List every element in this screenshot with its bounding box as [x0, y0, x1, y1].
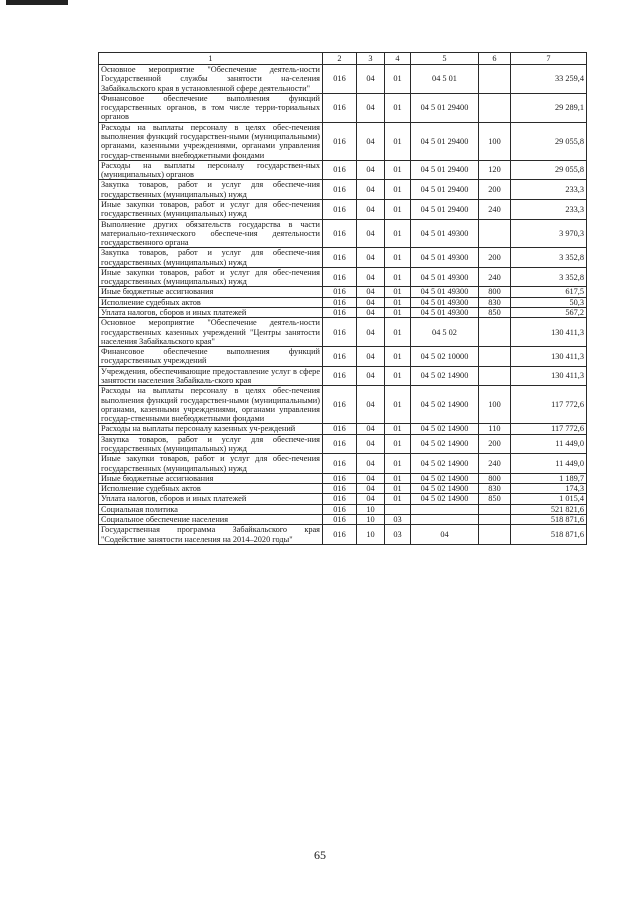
ministry-code-cell: 016	[323, 180, 357, 200]
expense-name-cell: Расходы на выплаты персоналу казенных уч-реждений	[99, 424, 323, 434]
amount-cell: 130 411,3	[511, 366, 587, 386]
subsection-code-cell: 01	[385, 473, 411, 483]
expense-type-cell: 800	[479, 287, 511, 297]
table-row	[99, 308, 587, 318]
target-article-cell	[411, 514, 479, 524]
section-code-cell: 04	[357, 219, 385, 248]
expense-name-cell: Государственная программа Забайкальского края "Содействие занятости населения на 2014–2020 годы"	[99, 525, 323, 545]
expense-type-cell: 240	[479, 199, 511, 219]
col-header-2: 2	[323, 53, 357, 65]
target-article-cell: 04 5 02 14900	[411, 386, 479, 424]
target-article-cell: 04 5 02 14900	[411, 484, 479, 494]
expense-name-cell: Расходы на выплаты персоналу государствен-ных (муниципальных) органов	[99, 160, 323, 180]
expense-type-cell	[479, 504, 511, 514]
expense-name-cell: Иные закупки товаров, работ и услуг для обес-печения государственных (муниципальных) нужд	[99, 454, 323, 474]
expense-type-cell: 200	[479, 248, 511, 268]
table-row	[99, 160, 587, 180]
subsection-code-cell: 01	[385, 308, 411, 318]
amount-cell: 130 411,3	[511, 347, 587, 367]
amount-cell: 29 055,8	[511, 122, 587, 160]
table-row	[99, 473, 587, 483]
expense-type-cell: 850	[479, 494, 511, 504]
table-row	[99, 454, 587, 474]
section-code-cell: 04	[357, 366, 385, 386]
subsection-code-cell: 01	[385, 494, 411, 504]
subsection-code-cell: 01	[385, 160, 411, 180]
ministry-code-cell: 016	[323, 248, 357, 268]
expense-name-cell: Закупка товаров, работ и услуг для обеспече-ния государственных (муниципальных) нужд	[99, 434, 323, 454]
section-code-cell: 04	[357, 65, 385, 94]
table-row	[99, 434, 587, 454]
target-article-cell: 04 5 02 14900	[411, 494, 479, 504]
table-row	[99, 219, 587, 248]
expense-name-cell: Основное мероприятие "Обеспечение деятель-ности Государственной службы занятости на-селения Забайкальского края в установленной сфере деятельности"	[99, 65, 323, 94]
amount-cell: 567,2	[511, 308, 587, 318]
expense-name-cell: Расходы на выплаты персоналу в целях обес-печения выполнения функций государствен-ными (муниципальными) органами, казенными учреждениями, органами управления государ-ственными внебюджетными фондами	[99, 122, 323, 160]
target-article-cell: 04 5 01	[411, 65, 479, 94]
section-code-cell: 04	[357, 347, 385, 367]
subsection-code-cell: 01	[385, 297, 411, 307]
target-article-cell: 04 5 01 49300	[411, 267, 479, 287]
table-row	[99, 347, 587, 367]
header-row	[99, 53, 587, 65]
ministry-code-cell: 016	[323, 219, 357, 248]
section-code-cell: 10	[357, 514, 385, 524]
amount-cell: 50,3	[511, 297, 587, 307]
table-row	[99, 494, 587, 504]
table-row	[99, 504, 587, 514]
col-header-7: 7	[511, 53, 587, 65]
section-code-cell: 04	[357, 248, 385, 268]
ministry-code-cell: 016	[323, 514, 357, 524]
amount-cell: 1 015,4	[511, 494, 587, 504]
scan-edge-mark	[6, 0, 68, 5]
expense-name-cell: Расходы на выплаты персоналу в целях обес-печения выполнения функций государствен-ными (муниципальными) органами, казенными учреждениями, органами управления государ-ственными внебюджетными фондами	[99, 386, 323, 424]
amount-cell: 518 871,6	[511, 525, 587, 545]
subsection-code-cell: 01	[385, 219, 411, 248]
subsection-code-cell: 01	[385, 386, 411, 424]
amount-cell: 11 449,0	[511, 434, 587, 454]
expense-name-cell: Исполнение судебных актов	[99, 484, 323, 494]
subsection-code-cell: 01	[385, 484, 411, 494]
amount-cell: 11 449,0	[511, 454, 587, 474]
expense-type-cell: 800	[479, 473, 511, 483]
section-code-cell: 04	[357, 122, 385, 160]
page-number: 65	[314, 848, 326, 862]
amount-cell: 174,3	[511, 484, 587, 494]
amount-cell: 1 189,7	[511, 473, 587, 483]
ministry-code-cell: 016	[323, 434, 357, 454]
amount-cell: 233,3	[511, 180, 587, 200]
budget-table	[98, 52, 587, 545]
expense-name-cell: Учреждения, обеспечивающие предоставление услуг в сфере занятости населения Забайкаль-ского края	[99, 366, 323, 386]
expense-type-cell: 240	[479, 454, 511, 474]
section-code-cell: 04	[357, 297, 385, 307]
ministry-code-cell: 016	[323, 318, 357, 347]
section-code-cell: 04	[357, 160, 385, 180]
target-article-cell: 04 5 01 29400	[411, 180, 479, 200]
ministry-code-cell: 016	[323, 366, 357, 386]
amount-cell: 29 055,8	[511, 160, 587, 180]
expense-name-cell: Социальное обеспечение населения	[99, 514, 323, 524]
target-article-cell: 04 5 01 49300	[411, 248, 479, 268]
ministry-code-cell: 016	[323, 454, 357, 474]
subsection-code-cell: 03	[385, 514, 411, 524]
target-article-cell: 04 5 01 29400	[411, 93, 479, 122]
expense-type-cell: 200	[479, 434, 511, 454]
ministry-code-cell: 016	[323, 386, 357, 424]
target-article-cell: 04 5 01 29400	[411, 122, 479, 160]
col-header-1: 1	[99, 53, 323, 65]
target-article-cell: 04 5 01 29400	[411, 199, 479, 219]
ministry-code-cell: 016	[323, 473, 357, 483]
expense-type-cell: 100	[479, 386, 511, 424]
expense-type-cell	[479, 318, 511, 347]
subsection-code-cell: 01	[385, 199, 411, 219]
ministry-code-cell: 016	[323, 308, 357, 318]
table-row	[99, 318, 587, 347]
table-body	[99, 65, 587, 545]
subsection-code-cell: 01	[385, 287, 411, 297]
ministry-code-cell: 016	[323, 484, 357, 494]
expense-type-cell: 200	[479, 180, 511, 200]
target-article-cell: 04 5 01 49300	[411, 219, 479, 248]
subsection-code-cell: 03	[385, 525, 411, 545]
target-article-cell: 04 5 01 49300	[411, 297, 479, 307]
target-article-cell: 04 5 02 14900	[411, 454, 479, 474]
section-code-cell: 04	[357, 454, 385, 474]
target-article-cell: 04 5 02 14900	[411, 473, 479, 483]
section-code-cell: 04	[357, 484, 385, 494]
expense-type-cell: 850	[479, 308, 511, 318]
table-row	[99, 366, 587, 386]
target-article-cell: 04 5 01 49300	[411, 308, 479, 318]
col-header-5: 5	[411, 53, 479, 65]
expense-name-cell: Иные бюджетные ассигнования	[99, 473, 323, 483]
expense-type-cell: 830	[479, 297, 511, 307]
amount-cell: 617,5	[511, 287, 587, 297]
subsection-code-cell: 01	[385, 122, 411, 160]
subsection-code-cell: 01	[385, 434, 411, 454]
expense-type-cell: 100	[479, 122, 511, 160]
section-code-cell: 04	[357, 199, 385, 219]
expense-type-cell	[479, 219, 511, 248]
expense-type-cell	[479, 366, 511, 386]
expense-name-cell: Финансовое обеспечение выполнения функций государственных учреждений	[99, 347, 323, 367]
expense-name-cell: Иные бюджетные ассигнования	[99, 287, 323, 297]
col-header-6: 6	[479, 53, 511, 65]
expense-type-cell: 110	[479, 424, 511, 434]
expense-type-cell	[479, 93, 511, 122]
amount-cell: 130 411,3	[511, 318, 587, 347]
section-code-cell: 04	[357, 434, 385, 454]
section-code-cell: 10	[357, 504, 385, 514]
ministry-code-cell: 016	[323, 424, 357, 434]
amount-cell: 29 289,1	[511, 93, 587, 122]
col-header-3: 3	[357, 53, 385, 65]
expense-name-cell: Закупка товаров, работ и услуг для обеспече-ния государственных (муниципальных) нужд	[99, 248, 323, 268]
budget-table-container	[98, 52, 586, 545]
expense-name-cell: Уплата налогов, сборов и иных платежей	[99, 494, 323, 504]
amount-cell: 33 259,4	[511, 65, 587, 94]
table-row	[99, 122, 587, 160]
subsection-code-cell: 01	[385, 318, 411, 347]
expense-type-cell	[479, 525, 511, 545]
ministry-code-cell: 016	[323, 287, 357, 297]
amount-cell: 233,3	[511, 199, 587, 219]
subsection-code-cell: 01	[385, 267, 411, 287]
table-row	[99, 93, 587, 122]
expense-type-cell: 240	[479, 267, 511, 287]
subsection-code-cell: 01	[385, 180, 411, 200]
section-code-cell: 04	[357, 386, 385, 424]
ministry-code-cell: 016	[323, 494, 357, 504]
expense-name-cell: Закупка товаров, работ и услуг для обеспече-ния государственных (муниципальных) нужд	[99, 180, 323, 200]
table-row	[99, 525, 587, 545]
expense-name-cell: Иные закупки товаров, работ и услуг для обес-печения государственных (муниципальных) нужд	[99, 267, 323, 287]
table-row	[99, 386, 587, 424]
ministry-code-cell: 016	[323, 93, 357, 122]
amount-cell: 117 772,6	[511, 386, 587, 424]
amount-cell: 3 970,3	[511, 219, 587, 248]
expense-type-cell	[479, 514, 511, 524]
table-row	[99, 180, 587, 200]
target-article-cell	[411, 504, 479, 514]
target-article-cell: 04	[411, 525, 479, 545]
section-code-cell: 10	[357, 525, 385, 545]
ministry-code-cell: 016	[323, 122, 357, 160]
subsection-code-cell: 01	[385, 248, 411, 268]
table-row	[99, 424, 587, 434]
table-row	[99, 287, 587, 297]
ministry-code-cell: 016	[323, 65, 357, 94]
target-article-cell: 04 5 02	[411, 318, 479, 347]
subsection-code-cell: 01	[385, 65, 411, 94]
ministry-code-cell: 016	[323, 199, 357, 219]
expense-name-cell: Основное мероприятие "Обеспечение деятель-ности государственных казенных учреждений "Центры занятости населения Забайкальского края"	[99, 318, 323, 347]
amount-cell: 117 772,6	[511, 424, 587, 434]
subsection-code-cell: 01	[385, 366, 411, 386]
section-code-cell: 04	[357, 180, 385, 200]
ministry-code-cell: 016	[323, 267, 357, 287]
section-code-cell: 04	[357, 424, 385, 434]
table-row	[99, 248, 587, 268]
section-code-cell: 04	[357, 267, 385, 287]
expense-type-cell	[479, 347, 511, 367]
subsection-code-cell	[385, 504, 411, 514]
table-row	[99, 297, 587, 307]
amount-cell: 521 821,6	[511, 504, 587, 514]
target-article-cell: 04 5 01 29400	[411, 160, 479, 180]
expense-type-cell	[479, 65, 511, 94]
target-article-cell: 04 5 02 14900	[411, 434, 479, 454]
subsection-code-cell: 01	[385, 93, 411, 122]
amount-cell: 3 352,8	[511, 267, 587, 287]
section-code-cell: 04	[357, 318, 385, 347]
table-row	[99, 514, 587, 524]
section-code-cell: 04	[357, 308, 385, 318]
ministry-code-cell: 016	[323, 160, 357, 180]
target-article-cell: 04 5 01 49300	[411, 287, 479, 297]
ministry-code-cell: 016	[323, 347, 357, 367]
subsection-code-cell: 01	[385, 347, 411, 367]
section-code-cell: 04	[357, 473, 385, 483]
subsection-code-cell: 01	[385, 454, 411, 474]
section-code-cell: 04	[357, 93, 385, 122]
section-code-cell: 04	[357, 287, 385, 297]
expense-name-cell: Уплата налогов, сборов и иных платежей	[99, 308, 323, 318]
target-article-cell: 04 5 02 10000	[411, 347, 479, 367]
expense-name-cell: Выполнение других обязательств государства в части материально-технического обеспече-ния деятельности государственного органа	[99, 219, 323, 248]
expense-name-cell: Финансовое обеспечение выполнения функций государственных органов, в том числе терри-ториальных органов	[99, 93, 323, 122]
table-row	[99, 267, 587, 287]
ministry-code-cell: 016	[323, 297, 357, 307]
table-row	[99, 484, 587, 494]
expense-type-cell: 120	[479, 160, 511, 180]
ministry-code-cell: 016	[323, 525, 357, 545]
amount-cell: 518 871,6	[511, 514, 587, 524]
amount-cell: 3 352,8	[511, 248, 587, 268]
target-article-cell: 04 5 02 14900	[411, 424, 479, 434]
col-header-4: 4	[385, 53, 411, 65]
target-article-cell: 04 5 02 14900	[411, 366, 479, 386]
ministry-code-cell: 016	[323, 504, 357, 514]
expense-type-cell: 830	[479, 484, 511, 494]
table-row	[99, 199, 587, 219]
table-row	[99, 65, 587, 94]
expense-name-cell: Социальная политика	[99, 504, 323, 514]
subsection-code-cell: 01	[385, 424, 411, 434]
section-code-cell: 04	[357, 494, 385, 504]
expense-name-cell: Иные закупки товаров, работ и услуг для обес-печения государственных (муниципальных) нужд	[99, 199, 323, 219]
expense-name-cell: Исполнение судебных актов	[99, 297, 323, 307]
